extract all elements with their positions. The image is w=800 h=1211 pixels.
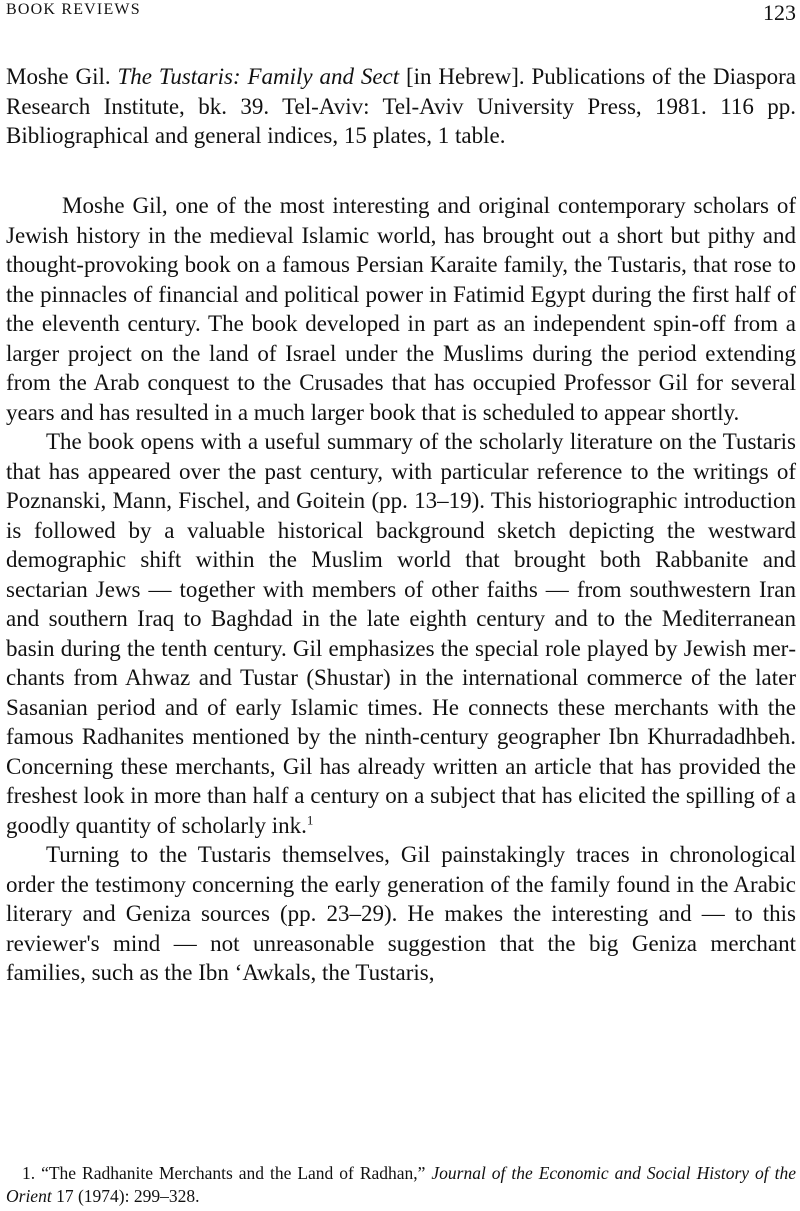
paragraph-3: Turning to the Tustaris themselves, Gil painstakingly traces in chronological order the testimony concerning the early generation of the family found in the Arabic literary and Geniza sources (pp. 23–29). He makes the interesting and — to this reviewer's mind — not unreasonable suggestion that the big Geniza merchant families, such as the Ibn ‘Awkals, the Tustaris, bbox=[6, 842, 796, 985]
paragraph-2-text: The book opens with a useful summary of the scholarly literature on the Tustaris that has appeared over the past century, with particular reference to the writings of Poznanski, Mann, Fischel, and Goitein (pp. 13–19). This historiographic introduction is followed by a valuable historical background sketch depicting the westward demographic shift within the Muslim world that brought both Rabbanite and sectarian Jews — together with members of other faiths — from southwestern Iran and southern Iraq to Baghdad in the late eighth century and to the Mediterranean basin during the tenth century. Gil emphasizes the special role played by Jewish merchants from Ahwaz and Tustar (Shustar) in the international commerce of the later Sasanian period and of early Islamic times. He connects these merchants with the famous Radhanites mentioned by the ninth-century geographer Ibn Khurradadhbeh. Concerning these merchants, Gil has already written an article that has provided the freshest look in more than half a century on a subject that has elicited the spilling of a goodly quantity of scholarly ink. bbox=[6, 429, 796, 838]
footnote-details: 17 (1974): 299–328. bbox=[56, 1186, 200, 1206]
running-title: BOOK REVIEWS bbox=[6, 1, 141, 18]
footnote-number: 1. bbox=[22, 1163, 36, 1183]
footnote-article-title: “The Radhanite Merchants and the Land of Radhan,” bbox=[41, 1163, 426, 1183]
footnote-journal: Journal of the Economic and Social History of the Orient bbox=[6, 1163, 796, 1206]
page bbox=[6, 0, 796, 1211]
review-body bbox=[6, 191, 796, 988]
page-number: 123 bbox=[763, 0, 796, 25]
footnote-reference[interactable]: 1 bbox=[306, 811, 314, 827]
citation-author: Moshe Gil. bbox=[6, 64, 111, 89]
footnote-1 bbox=[6, 1162, 796, 1208]
page-header bbox=[6, 0, 796, 24]
paragraph-1: Moshe Gil, one of the most interesting and original contemporary scholars of Jewish history in the medieval Islamic world, has brought out a short but pithy and thought-provoking book on a famous Persian Karaite family, the Tustaris, that rose to the pinnacles of financial and political power in Fatimid Egypt during the first half of the eleventh century. The book developed in part as an independent spin-off from a larger project on the land of Israel under the Muslims during the period extending from the Arab conquest to the Crusades that has occupied Professor Gil for several years and has resulted in a much larger book that is scheduled to appear shortly. bbox=[6, 193, 796, 425]
paragraph-2 bbox=[6, 427, 796, 840]
citation-title: The Tustaris: Family and Sect bbox=[117, 64, 400, 89]
book-citation bbox=[6, 62, 796, 151]
citation-details: [in Hebrew]. Publications of the Diaspora Research Institute, bk. 39. Tel-Aviv: Tel-Aviv University Press, 1981. 116 pp. Bibliographical and general indices, 15 plates, 1 table. bbox=[6, 64, 797, 148]
